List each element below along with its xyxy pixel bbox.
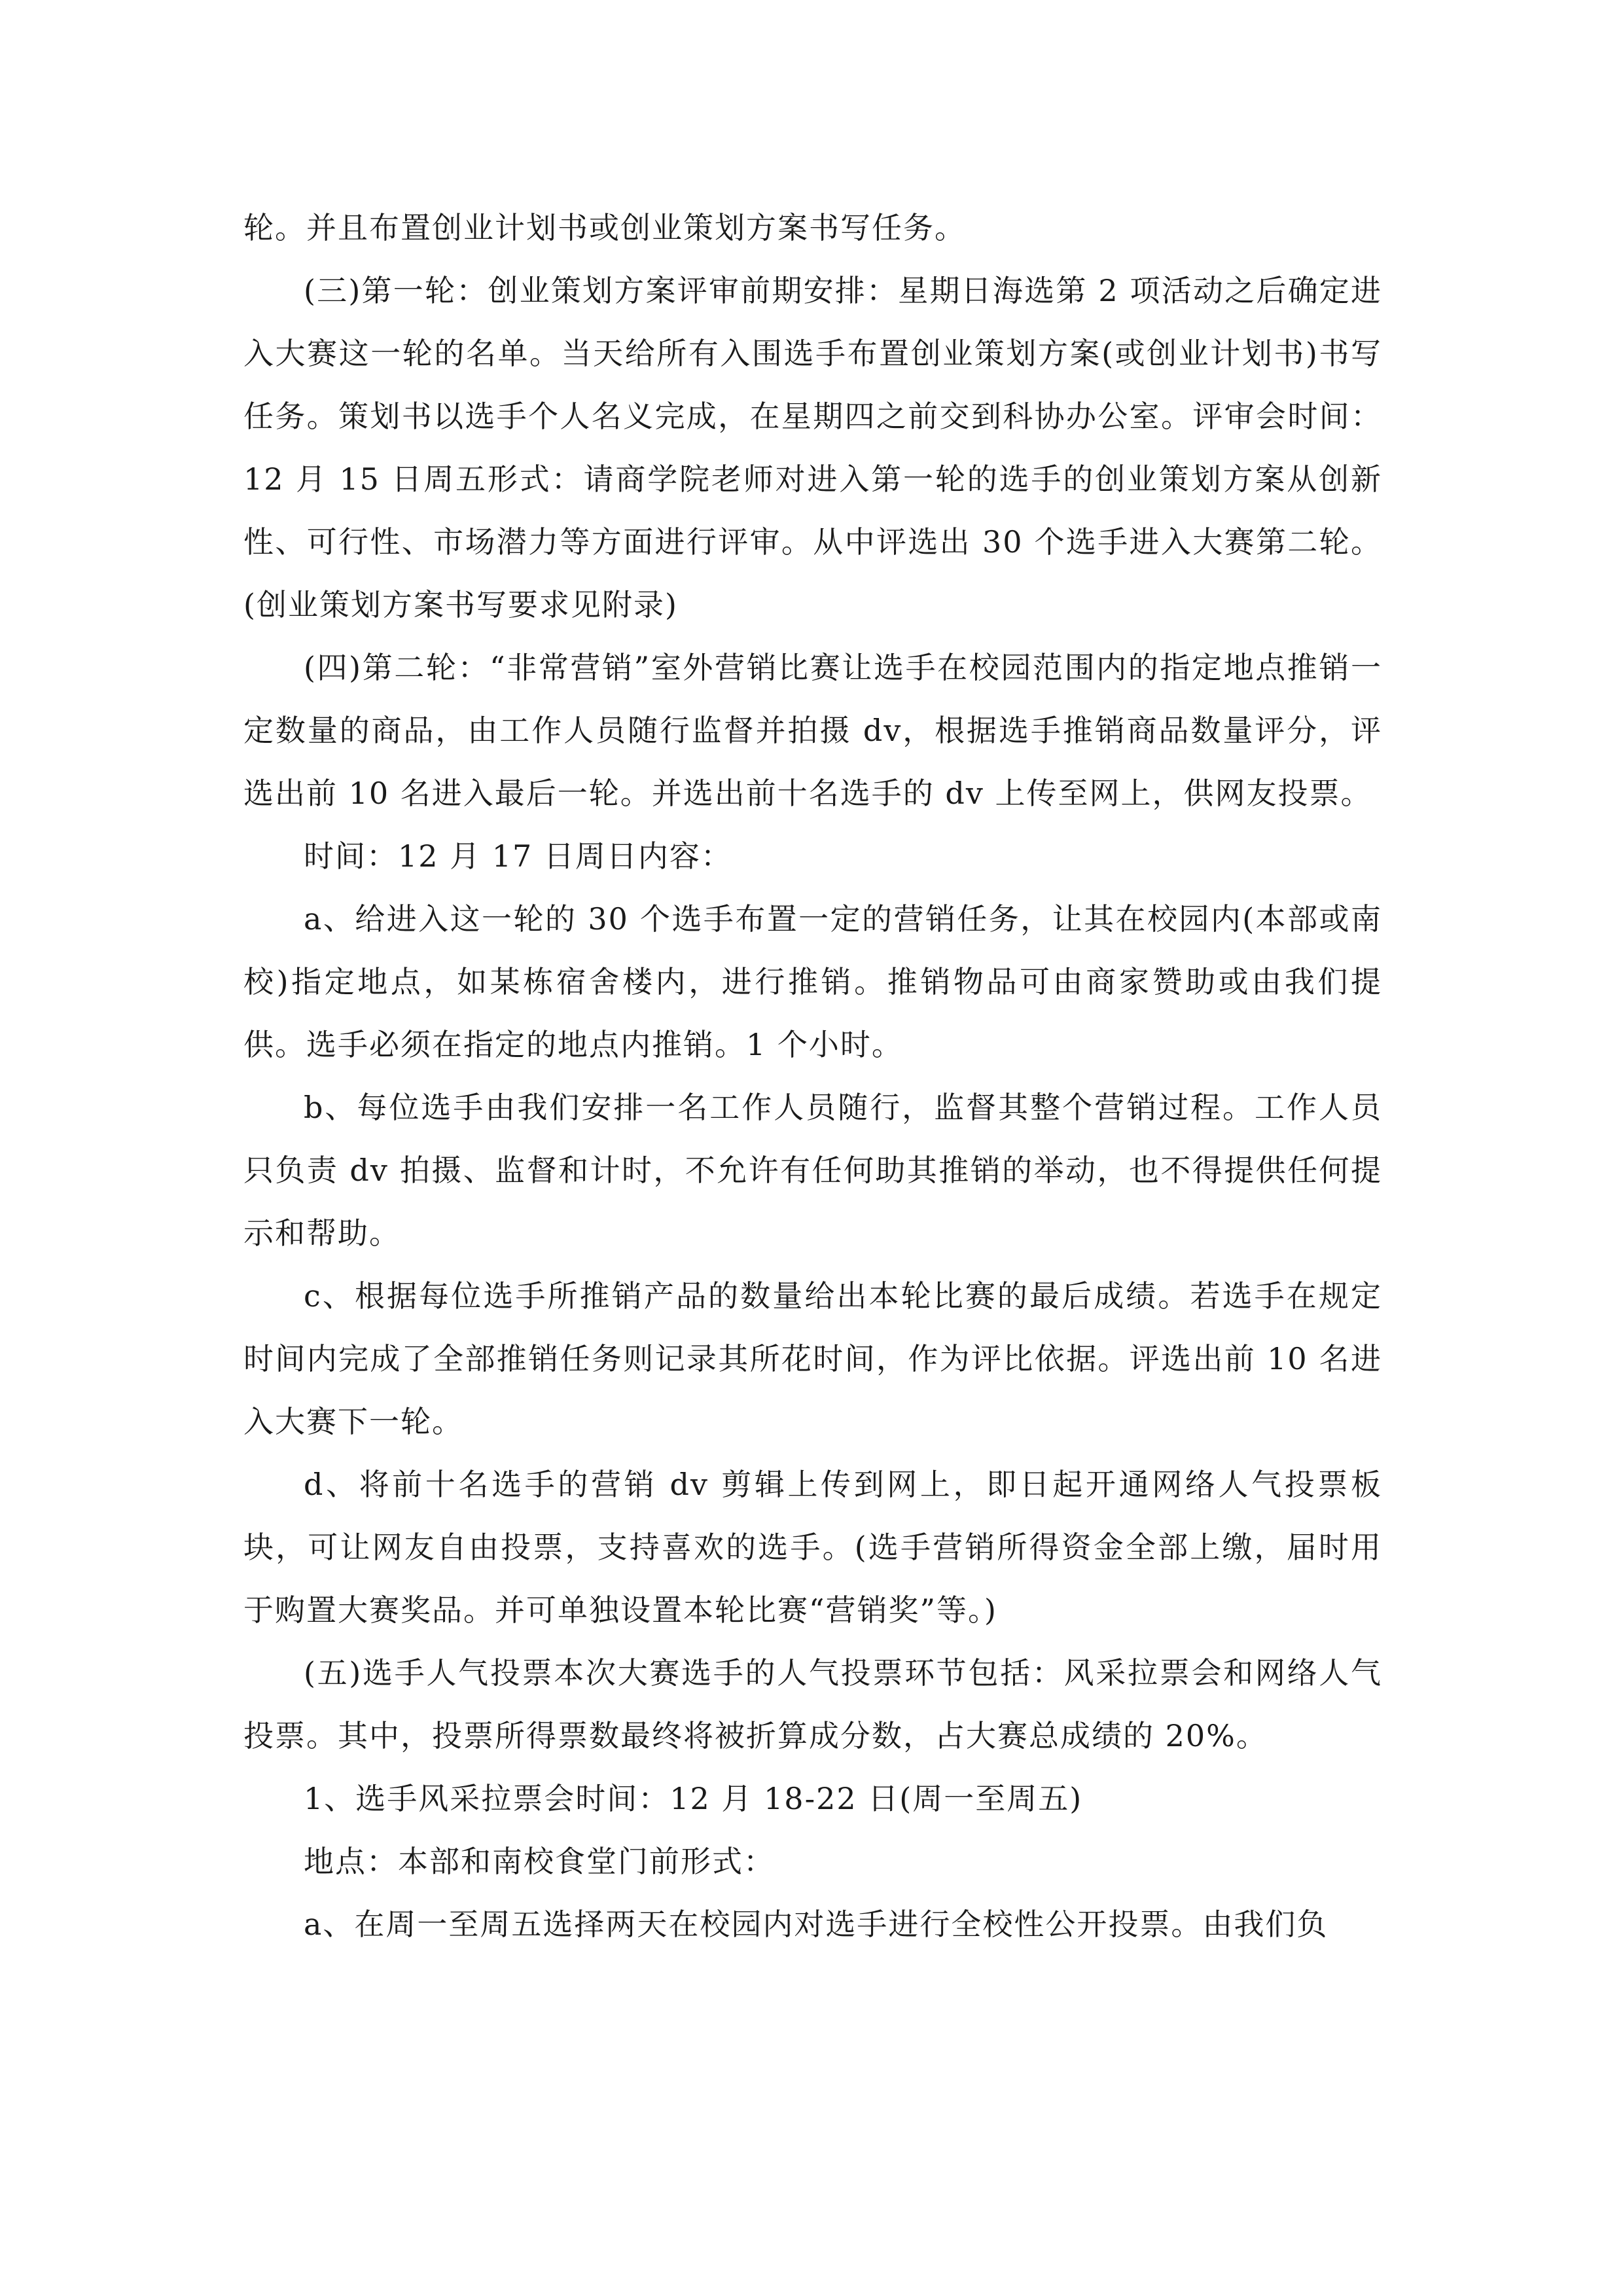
paragraph-5: a、给进入这一轮的 30 个选手布置一定的营销任务，让其在校园内(本部或南校)指定地点，如某栋宿舍楼内，进行推销。推销物品可由商家赞助或由我们提供。选手必须在指定的地点内推销。1 个小时。 bbox=[243, 901, 1382, 1062]
paragraph-2: (三)第一轮：创业策划方案评审前期安排：星期日海选第 2 项活动之后确定进入大赛这一轮的名单。当天给所有入围选手布置创业策划方案(或创业计划书)书写任务。策划书以选手个人名义完成，在星期四之前交到科协办公室。评审会时间：12 月 15 日周五形式：请商学院老师对进入第一轮的选手的创业策划方案从创新性、可行性、市场潜力等方面进行评审。从中评选出 30 个选手进入大赛第二轮。(创业策划方案书写要求见附录) bbox=[243, 273, 1382, 622]
paragraph-7: c、根据每位选手所推销产品的数量给出本轮比赛的最后成绩。若选手在规定时间内完成了全部推销任务则记录其所花时间，作为评比依据。评选出前 10 名进入大赛下一轮。 bbox=[243, 1278, 1382, 1439]
paragraph-8: d、将前十名选手的营销 dv 剪辑上传到网上，即日起开通网络人气投票板块，可让网友自由投票，支持喜欢的选手。(选手营销所得资金全部上缴，届时用于购置大赛奖品。并可单独设置本轮比赛“营销奖”等。) bbox=[243, 1467, 1382, 1628]
paragraph-11: 地点：本部和南校食堂门前形式： bbox=[304, 1844, 775, 1879]
document-body bbox=[243, 196, 1382, 1956]
paragraph-1: 轮。并且布置创业计划书或创业策划方案书写任务。 bbox=[243, 210, 966, 245]
paragraph-10: 1、选手风采拉票会时间：12 月 18-22 日(周一至周五) bbox=[304, 1781, 1083, 1816]
paragraph-4: 时间：12 月 17 日周日内容： bbox=[304, 838, 732, 874]
paragraph-12: a、在周一至周五选择两天在校园内对选手进行全校性公开投票。由我们负 bbox=[304, 1907, 1329, 1942]
paragraph-6: b、每位选手由我们安排一名工作人员随行，监督其整个营销过程。工作人员只负责 dv 拍摄、监督和计时，不允许有任何助其推销的举动，也不得提供任何提示和帮助。 bbox=[243, 1090, 1382, 1251]
paragraph-3: (四)第二轮：“非常营销”室外营销比赛让选手在校园范围内的指定地点推销一定数量的商品，由工作人员随行监督并拍摄 dv，根据选手推销商品数量评分，评选出前 10 名进入最后一轮。并选出前十名选手的 dv 上传至网上，供网友投票。 bbox=[243, 650, 1382, 811]
paragraph-9: (五)选手人气投票本次大赛选手的人气投票环节包括：风采拉票会和网络人气投票。其中，投票所得票数最终将被折算成分数，占大赛总成绩的 20%。 bbox=[243, 1655, 1382, 1753]
